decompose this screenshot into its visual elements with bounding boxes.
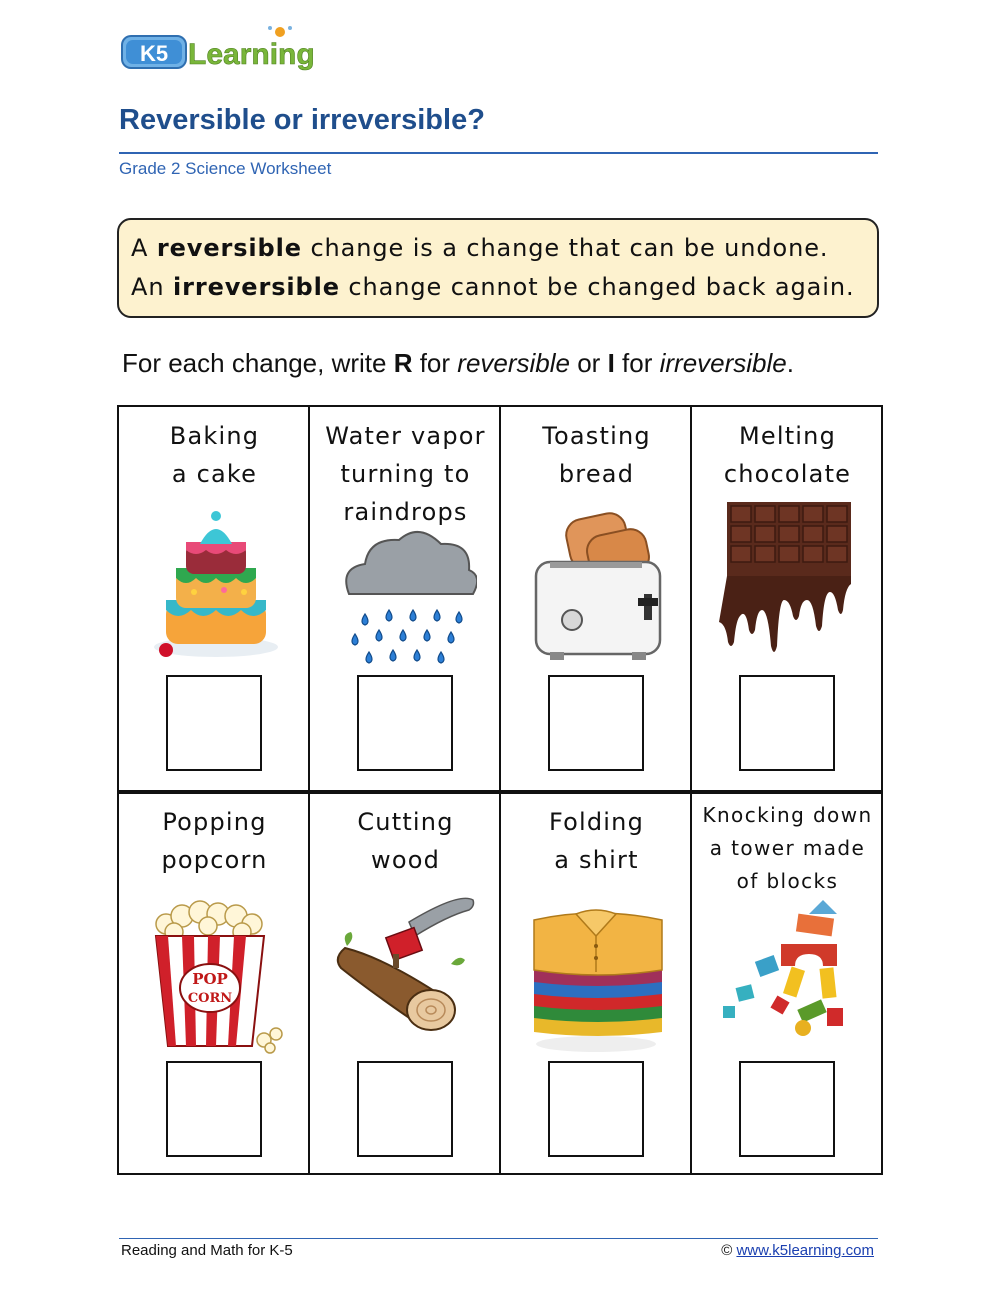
answer-box[interactable] [357, 1061, 453, 1157]
item-label: Toasting bread [542, 422, 651, 488]
svg-text:POP: POP [192, 970, 228, 988]
item-toasting-bread [501, 407, 692, 790]
svg-text:CORN: CORN [187, 991, 233, 1006]
title-divider [119, 152, 878, 154]
item-label: Knocking down a tower made of blocks [702, 803, 873, 893]
toaster-icon [526, 502, 668, 672]
definition-box [117, 218, 879, 318]
answer-box[interactable] [166, 675, 262, 771]
item-cutting-wood [310, 793, 501, 1176]
answer-box[interactable] [739, 1061, 835, 1157]
popcorn-icon [144, 888, 286, 1058]
rain-cloud-icon [335, 502, 477, 672]
axe-log-icon [335, 888, 477, 1058]
answer-box[interactable] [548, 675, 644, 771]
page-title: Reversible or irreversible? [119, 104, 485, 136]
chocolate-icon [717, 502, 859, 672]
item-melting-chocolate [692, 407, 883, 790]
item-label: Water vapor turning to raindrops [325, 422, 486, 526]
item-knocking-down-tower [692, 793, 883, 1176]
instruction-text: For each change, write R for reversible or I for irreversible. [122, 348, 794, 378]
answer-box[interactable] [548, 1061, 644, 1157]
svg-text:K5: K5 [139, 41, 169, 66]
svg-text:Learning: Learning [188, 38, 315, 71]
answer-box[interactable] [739, 675, 835, 771]
item-label: Cutting wood [357, 808, 454, 874]
page-subtitle: Grade 2 Science Worksheet [119, 159, 332, 178]
footer-divider [119, 1238, 878, 1239]
blocks-icon [717, 888, 859, 1058]
worksheet-grid [117, 405, 883, 1175]
cake-icon [144, 502, 286, 672]
item-label: Folding a shirt [548, 808, 645, 874]
folded-shirts-icon [526, 888, 668, 1058]
footer-tagline: Reading and Math for K-5 [121, 1242, 293, 1259]
definition-line-irreversible: An irreversible change cannot be changed back again. [131, 273, 855, 301]
definition-line-reversible: A reversible change is a change that can be undone. [131, 234, 829, 262]
item-label: Melting chocolate [723, 422, 852, 488]
k5learning-link[interactable]: www.k5learning.com [736, 1242, 874, 1259]
answer-box[interactable] [166, 1061, 262, 1157]
answer-box[interactable] [357, 675, 453, 771]
item-label: Baking a cake [169, 422, 260, 488]
item-popping-popcorn [119, 793, 310, 1176]
item-water-vapor-raindrops [310, 407, 501, 790]
item-label: Popping popcorn [161, 808, 268, 874]
k5-learning-logo [120, 22, 335, 74]
item-folding-shirt [501, 793, 692, 1176]
footer-copyright: © www.k5learning.com [721, 1242, 874, 1259]
item-baking-cake [119, 407, 310, 790]
